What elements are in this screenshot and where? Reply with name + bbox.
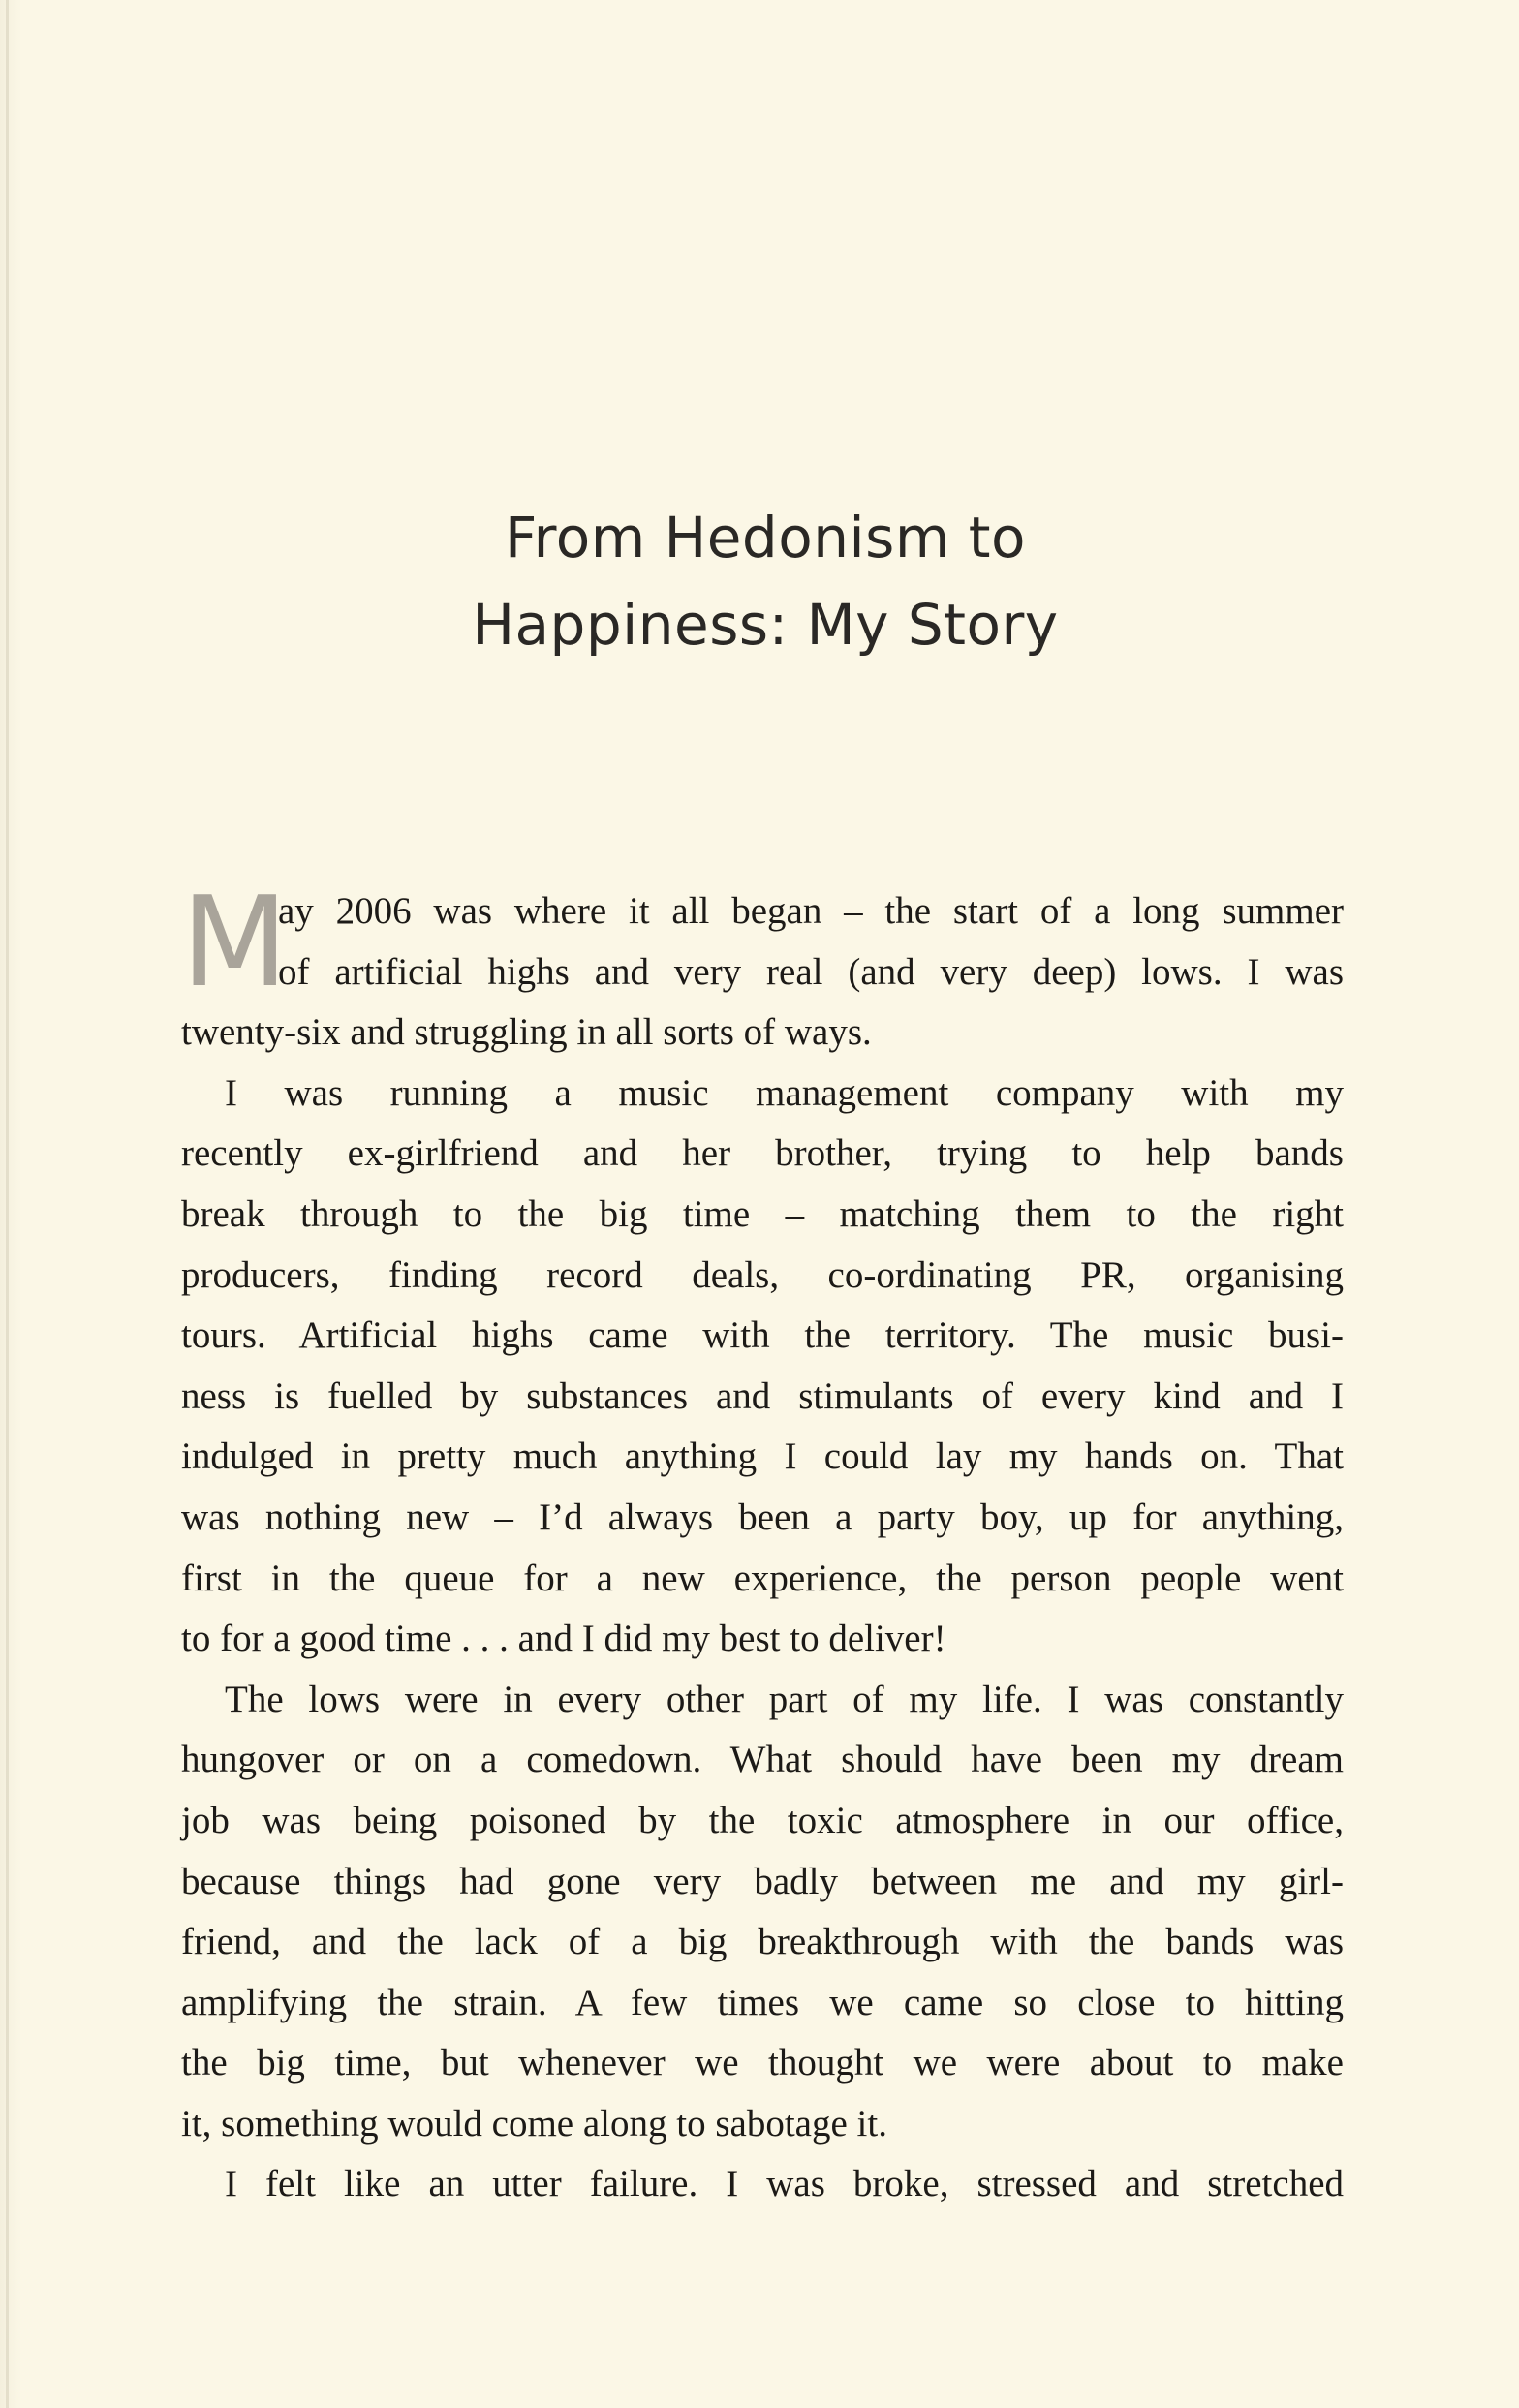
text-line: recently ex-girlfriend and her brother, trying to help bands — [181, 1132, 1344, 1175]
text-line: of artificial highs and very real (and very deep) lows. I was — [278, 950, 1344, 993]
chapter-title — [291, 494, 1240, 668]
text-line: I was running a music management company with my — [225, 1071, 1344, 1114]
text-line: hungover or on a comedown. What should have been my dream — [181, 1739, 1344, 1781]
text-line: to for a good time . . . and I did my best to deliver! — [181, 1618, 946, 1660]
chapter-title-line-1: From Hedonism to — [505, 505, 1026, 571]
text-line: because things had gone very badly between me and my girl- — [181, 1860, 1344, 1902]
text-line: amplifying the strain. A few times we came so close to hitting — [181, 1981, 1344, 2023]
drop-cap: M — [181, 871, 289, 1015]
text-line: I felt like an utter failure. I was broke, stressed and stretched — [225, 2163, 1344, 2206]
text-line: The lows were in every other part of my life. I was constantly — [225, 1678, 1344, 1720]
text-line: ay 2006 was where it all began – the start of a long summer — [278, 890, 1344, 932]
body-text — [181, 871, 1344, 2215]
page-edge — [6, 0, 9, 2408]
text-line: job was being poisoned by the toxic atmosphere in our office, — [181, 1799, 1344, 1841]
text-line: break through to the big time – matching them to the right — [181, 1192, 1344, 1235]
text-line: the big time, but whenever we thought we were about to make — [181, 2042, 1344, 2084]
text-line: first in the queue for a new experience, the person people went — [181, 1557, 1344, 1599]
text-line: twenty-six and struggling in all sorts of ways. — [181, 1011, 872, 1054]
text-line: producers, finding record deals, co-ordinating PR, organising — [181, 1253, 1344, 1296]
text-line: indulged in pretty much anything I could lay my hands on. That — [181, 1436, 1344, 1478]
text-line: it, something would come along to sabotage it. — [181, 2102, 887, 2145]
text-line: was nothing new – I’d always been a party boy, up for anything, — [181, 1496, 1344, 1538]
text-line: tours. Artificial highs came with the territory. The music busi- — [181, 1314, 1344, 1357]
text-line: friend, and the lack of a big breakthrough with the bands was — [181, 1921, 1344, 1963]
text-line: ness is fuelled by substances and stimulants of every kind and I — [181, 1374, 1344, 1417]
chapter-title-line-2: Happiness: My Story — [472, 592, 1059, 658]
